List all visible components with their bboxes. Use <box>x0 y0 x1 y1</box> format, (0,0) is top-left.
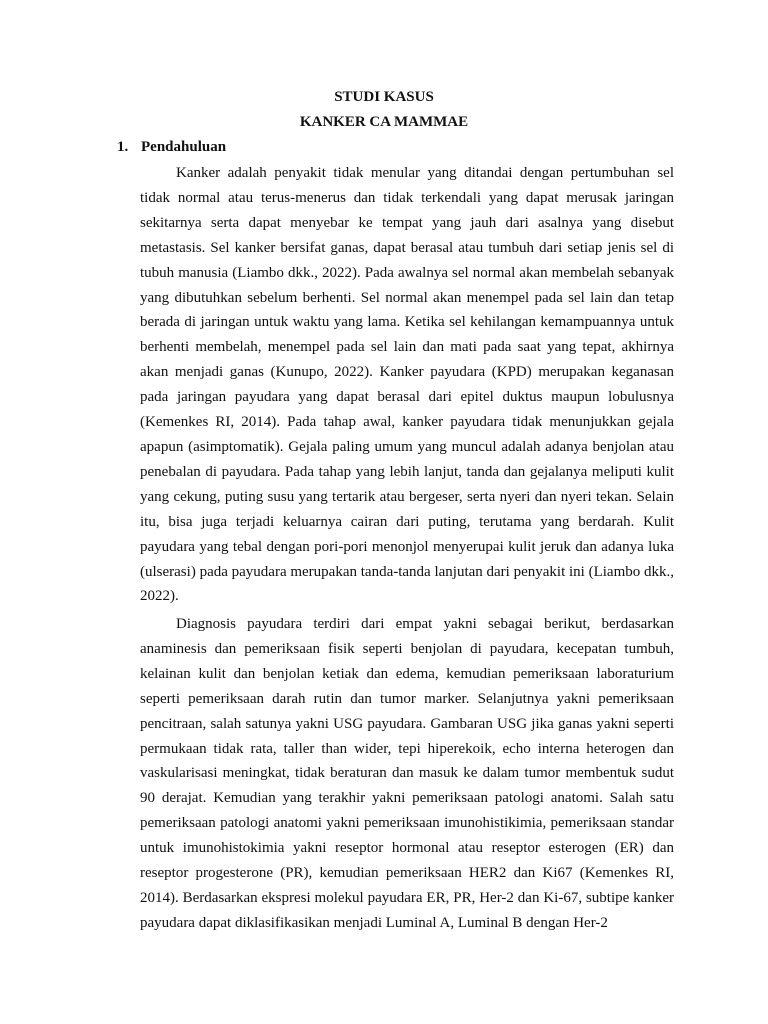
document-title: STUDI KASUS <box>334 89 434 105</box>
body-paragraph: Diagnosis payudara terdiri dari empat yakni sebagai berikut, berdasarkan anaminesis dan pemeriksaan fisik seperti benjolan di payudara, kecepatan tumbuh, kelainan kulit dan benjolan ketiak dan edema, kemudian pemeriksaan laboraturium seperti pemeriksaan darah rutin dan tumor marker. Selanjutnya yakni pemeriksaan pencitraan, salah satunya yakni USG payudara. Gambaran USG jika ganas yakni seperti permukaan tidak rata, taller than wider, tepi hiperekoik, echo interna heterogen dan vaskularisasi meningkat, tidak beraturan dan masuk ke dalam tumor membentuk sudut 90 derajat. Kemudian yang terakhir yakni pemeriksaan patologi anatomi. Salah satu pemeriksaan patologi anatomi yakni pemeriksaan imunohistikimia, pemeriksaan standar untuk imunohistokimia yakni reseptor hormonal atau reseptor esterogen (ER) dan reseptor progesterone (PR), kemudian pemeriksaan HER2 dan Ki67 (Kemenkes RI, 2014). Berdasarkan ekspresi molekul payudara ER, PR, Her-2 dan Ki-67, subtipe kanker payudara dapat diklasifikasikan menjadi Luminal A, Luminal B dengan Her-2 <box>140 616 674 931</box>
section-number: 1. <box>117 139 129 155</box>
section-title: Pendahuluan <box>141 139 227 155</box>
document-subtitle: KANKER CA MAMMAE <box>299 114 469 130</box>
body-paragraph: Kanker adalah penyakit tidak menular yang ditandai dengan pertumbuhan sel tidak normal atau terus-menerus dan tidak terkendali yang dapat merusak jaringan sekitarnya serta dapat menyebar ke tempat yang jauh dari asalnya yang disebut metastasis. Sel kanker bersifat ganas, dapat berasal atau tumbuh dari setiap jenis sel di tubuh manusia (Liambo dkk., 2022). Pada awalnya sel normal akan membelah sebanyak yang dibutuhkan sebelum berhenti. Sel normal akan menempel pada sel lain dan tetap berada di jaringan untuk waktu yang lama. Ketika sel kehilangan kemampuannya untuk berhenti membelah, menempel pada sel lain dan mati pada saat yang tepat, akhirnya akan menjadi ganas (Kunupo, 2022). Kanker payudara (KPD) merupakan keganasan pada jaringan payudara yang dapat berasal dari epitel duktus maupun lobulusnya (Kemenkes RI, 2014). Pada tahap awal, kanker payudara tidak menunjukkan gejala apapun (asimptomatik). Gejala paling umum yang muncul adalah adanya benjolan atau penebalan di payudara. Pada tahap yang lebih lanjut, tanda dan gejalanya meliputi kulit yang cekung, puting susu yang tertarik atau bergeser, serta nyeri dan nyeri tekan. Selain itu, bisa juga terjadi keluarnya cairan dari puting, terutama yang berdarah. Kulit payudara yang tebal dengan pori-pori menonjol menyerupai kulit jeruk dan adanya luka (ulserasi) pada payudara merupakan tanda-tanda lanjutan dari penyakit ini (Liambo dkk., 2022). <box>140 165 674 605</box>
section-heading <box>117 137 226 157</box>
